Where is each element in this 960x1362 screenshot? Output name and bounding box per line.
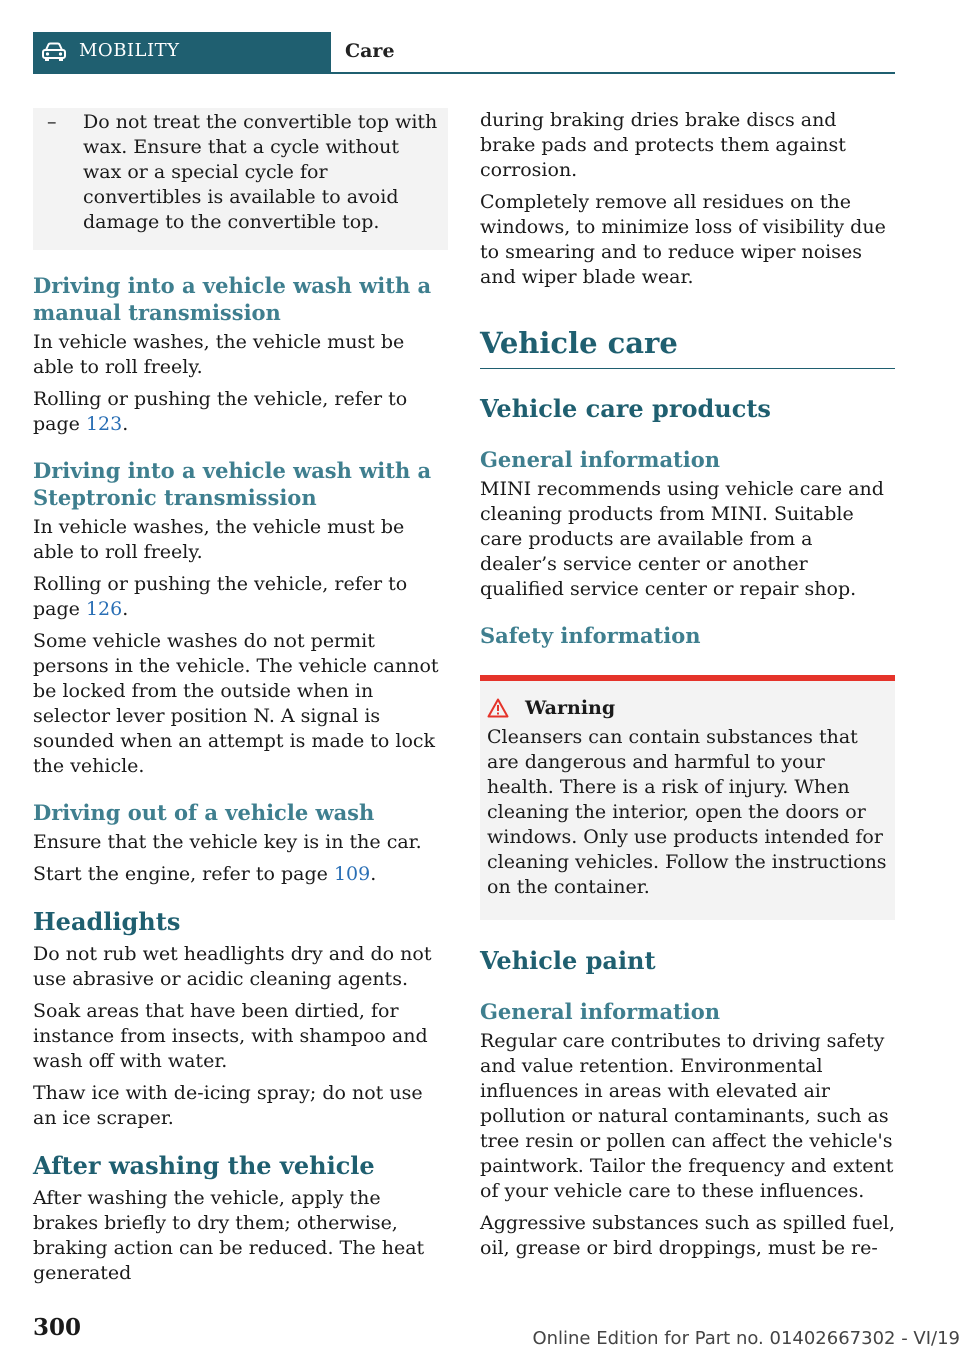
paragraph: MINI recommends using vehicle care and cleaning products from MINI. Suitable care products are available from a dealer’s service center or another qualified service center or repair shop.: [480, 478, 884, 600]
heading-manual-transmission: Driving into a vehicle wash with a manual transmission: [33, 273, 432, 325]
heading-driving-out: Driving out of a vehicle wash: [33, 800, 375, 825]
paragraph: Thaw ice with de-icing spray; do not use an ice scraper.: [33, 1082, 423, 1129]
footer-edition: Online Edition for Part no. 01402667302 - VI/19: [532, 1328, 960, 1349]
page-link-123[interactable]: 123: [85, 413, 123, 435]
paragraph: In vehicle washes, the vehicle must be able to roll freely.: [33, 516, 405, 563]
heading-general-information: General information: [480, 999, 721, 1024]
paragraph: Soak areas that have been dirtied, for instance from insects, with shampoo and wash off with water.: [33, 1000, 428, 1072]
paragraph: Start the engine, refer to page 109.: [33, 863, 377, 885]
heading-vehicle-paint: Vehicle paint: [480, 946, 656, 975]
warning-triangle-icon: [487, 698, 509, 718]
paragraph: Ensure that the vehicle key is in the car.: [33, 831, 422, 853]
paragraph: In vehicle washes, the vehicle must be able to roll freely.: [33, 331, 405, 378]
paragraph: Regular care contributes to driving safety and value retention. Environmental influences in areas with elevated air pollution or natural contaminants, such as tree resin or pollen can affect the vehicle's paintwork. Tailor the frequency and extent of your vehicle care to these influences.: [480, 1030, 894, 1202]
page-link-109[interactable]: 109: [333, 863, 371, 885]
heading-after-washing: After washing the vehicle: [33, 1151, 375, 1180]
paragraph: Aggressive substances such as spilled fuel, oil, grease or bird droppings, must be re-: [480, 1212, 895, 1259]
heading-general-information: General information: [480, 447, 721, 472]
warning-title: [487, 697, 887, 719]
heading-vehicle-care: Vehicle care: [480, 326, 678, 360]
paragraph: Completely remove all residues on the windows, to minimize loss of visibility due to smearing and to reduce wiper noises and wiper blade wear.: [480, 191, 886, 288]
note-box: [33, 108, 448, 250]
heading-steptronic-transmission: Driving into a vehicle wash with a Steptronic transmission: [33, 458, 432, 510]
paragraph: Rolling or pushing the vehicle, refer to page 123.: [33, 388, 408, 435]
page-header: [33, 32, 895, 74]
paragraph: Do not rub wet headlights dry and do not use abrasive or acidic cleaning agents.: [33, 943, 432, 990]
page-number: 300: [33, 1314, 82, 1341]
heading-headlights: Headlights: [33, 907, 181, 936]
warning-label: Warning: [525, 697, 616, 719]
chapter-tab: [33, 32, 331, 72]
chapter-heading-block: [480, 324, 895, 369]
paragraph: After washing the vehicle, apply the brakes briefly to dry them; otherwise, braking action can be reduced. The heat generated: [33, 1187, 425, 1284]
paragraph: during braking dries brake discs and brake pads and protects them against corrosion.: [480, 109, 846, 181]
paragraph: Rolling or pushing the vehicle, refer to page 126.: [33, 573, 408, 620]
section-title: Care: [345, 40, 395, 62]
left-column: [33, 108, 448, 1293]
heading-care-products: Vehicle care products: [480, 394, 771, 423]
car-icon: [41, 41, 67, 63]
warning-box: [480, 675, 895, 920]
list-item: [43, 110, 438, 235]
list-dash: –: [47, 111, 57, 133]
chapter-label: MOBILITY: [79, 40, 180, 61]
note-item-text: Do not treat the convertible top with wax. Ensure that a cycle without wax or a special cycle for convertibles is available to avoid damage to the convertible top.: [83, 111, 438, 233]
paragraph: Some vehicle washes do not permit persons in the vehicle. The vehicle cannot be locked from the outside when in selector lever position N. A signal is sounded when an attempt is made to lock the vehicle.: [33, 630, 439, 777]
warning-text: Cleansers can contain substances that are dangerous and harmful to your health. There is a risk of injury. When cleaning the interior, open the doors or windows. Only use products intended for cleaning vehicles. Follow the instructions on the container.: [487, 726, 887, 898]
heading-safety-information: Safety information: [480, 623, 701, 648]
right-column: [480, 108, 895, 1268]
page-link-126[interactable]: 126: [85, 598, 123, 620]
